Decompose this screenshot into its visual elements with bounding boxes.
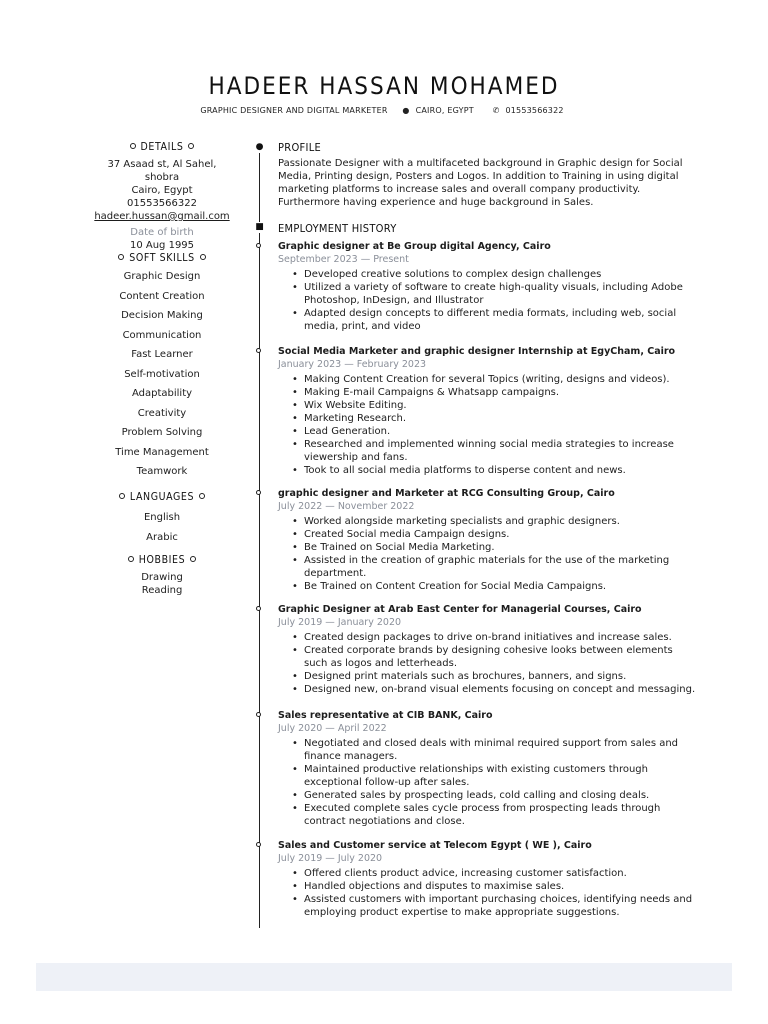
soft-skills-heading: SOFT SKILLS xyxy=(92,252,232,265)
job-date: July 2022 — November 2022 xyxy=(278,501,415,512)
job-bullet: • Offered clients product advice, increasing customer satisfaction. xyxy=(304,867,698,880)
job-bullet: • Marketing Research. xyxy=(304,412,698,425)
languages-heading: LANGUAGES xyxy=(92,491,232,504)
job-entry xyxy=(278,345,698,477)
timeline-dot xyxy=(256,712,261,717)
skill-item: Problem Solving xyxy=(121,427,203,438)
phone-icon: ✆ xyxy=(492,106,500,115)
job-bullet: • Adapted design concepts to different media formats, including web, social media, print, and video xyxy=(304,307,698,333)
location-text: CAIRO, EGYPT xyxy=(415,106,474,115)
timeline-dot xyxy=(256,842,261,847)
language-item: English xyxy=(143,512,181,523)
address-line2: Cairo, Egypt xyxy=(131,185,193,196)
timeline-line xyxy=(259,152,260,928)
job-bullet: • Handled objections and disputes to maximise sales. xyxy=(304,880,698,893)
job-bullet: • Developed creative solutions to complex design challenges xyxy=(304,268,698,281)
job-bullet: • Took to all social media platforms to disperse content and news. xyxy=(304,464,698,477)
job-bullet: • Worked alongside marketing specialists and graphic designers. xyxy=(304,515,698,528)
details-phone: 01553566322 xyxy=(127,198,197,209)
job-title: Sales and Customer service at Telecom Egypt ( WE ), Cairo xyxy=(278,840,592,851)
job-bullet: • Created Social media Campaign designs. xyxy=(304,528,698,541)
dob-value: 10 Aug 1995 xyxy=(129,240,195,251)
phone-text: 01553566322 xyxy=(505,106,564,115)
job-title: Social Media Marketer and graphic designer Internship at EgyCham, Cairo xyxy=(278,346,676,357)
job-bullet: • Assisted in the creation of graphic materials for the use of the marketing department. xyxy=(304,554,698,580)
skill-item: Communication xyxy=(122,329,202,341)
details-heading: DETAILS xyxy=(92,141,232,154)
skill-item: Adaptability xyxy=(131,388,193,399)
job-bullet: • Maintained productive relationships with existing customers through exceptional follow-up after sales. xyxy=(304,763,698,789)
job-date: January 2023 — February 2023 xyxy=(278,359,427,370)
job-bullet: • Designed new, on-brand visual elements focusing on concept and messaging. xyxy=(304,683,698,696)
job-bullet: • Generated sales by prospecting leads, cold calling and closing deals. xyxy=(304,789,698,802)
job-bullet: • Lead Generation. xyxy=(304,425,698,438)
profile-heading: PROFILE xyxy=(278,141,322,154)
profile-section xyxy=(278,141,698,209)
skill-item: Creativity xyxy=(137,407,187,419)
email-link[interactable]: hadeer.hussan@gmail.com xyxy=(94,211,230,222)
job-entry xyxy=(278,603,698,696)
job-entry xyxy=(278,839,698,919)
job-bullet: • Be Trained on Social Media Marketing. xyxy=(304,541,698,554)
profile-text: Passionate Designer with a multifaceted background in Graphic design for Social Media, Printing design, Posters and Logos. In addition to Training in using digital marketing platforms to increase sales and overall company productivity. Furthermore having experience and huge background in Sales. xyxy=(278,158,683,208)
role-title: GRAPHIC DESIGNER AND DIGITAL MARKETER xyxy=(200,106,388,115)
job-bullet: • Making E-mail Campaigns & Whatsapp campaigns. xyxy=(304,386,698,399)
job-bullet: • Executed complete sales cycle process from prospecting leads through contract negotiations and close. xyxy=(304,802,698,828)
skill-item: Time Management xyxy=(115,446,209,458)
timeline-dot xyxy=(256,243,261,248)
skill-item: Fast Learner xyxy=(131,349,193,360)
job-entry xyxy=(278,487,698,593)
header-subline xyxy=(0,106,768,115)
timeline-dot xyxy=(256,606,261,611)
details-section xyxy=(92,141,232,252)
job-title: graphic designer and Marketer at RCG Consulting Group, Cairo xyxy=(278,488,615,499)
job-entry xyxy=(278,240,698,333)
soft-skills-section xyxy=(92,252,232,482)
job-bullet: • Created design packages to drive on-brand initiatives and increase sales. xyxy=(304,631,698,644)
footer-band xyxy=(36,963,732,991)
job-date: July 2019 — July 2020 xyxy=(278,853,383,864)
hobbies-section xyxy=(92,554,232,597)
skill-item: Self-motivation xyxy=(124,368,200,380)
hobbies-heading: HOBBIES xyxy=(92,554,232,567)
job-title: Graphic Designer at Arab East Center for Managerial Courses, Cairo xyxy=(278,604,642,615)
employment-heading: EMPLOYMENT HISTORY xyxy=(278,222,397,235)
timeline-dot xyxy=(256,348,261,353)
job-bullet: • Be Trained on Content Creation for Social Media Campaigns. xyxy=(304,580,698,593)
job-date: July 2020 — April 2022 xyxy=(278,723,387,734)
resume-name: HADEER HASSAN MOHAMED xyxy=(208,72,560,100)
hobby-item: Drawing xyxy=(141,572,183,583)
person-icon: ● xyxy=(255,142,264,152)
job-date: July 2019 — January 2020 xyxy=(278,617,402,628)
hobby-item: Reading xyxy=(141,585,183,596)
address-line1: 37 Asaad st, Al Sahel, shobra xyxy=(107,159,217,183)
skill-item: Content Creation xyxy=(119,290,205,302)
languages-section xyxy=(92,491,232,547)
briefcase-icon: ■ xyxy=(255,222,264,232)
job-bullet: • Researched and implemented winning social media strategies to increase viewership and fans. xyxy=(304,438,698,464)
job-date: September 2023 — Present xyxy=(278,254,409,265)
skill-item: Graphic Design xyxy=(123,271,201,282)
location-pin-icon: ● xyxy=(402,106,410,115)
timeline-dot xyxy=(256,490,261,495)
skill-item: Teamwork xyxy=(136,466,188,477)
job-bullet: • Wix Website Editing. xyxy=(304,399,698,412)
job-bullet: • Utilized a variety of software to create high-quality visuals, including Adobe Photoshop, InDesign, and Illustrator xyxy=(304,281,698,307)
job-bullet: • Making Content Creation for several Topics (writing, designs and videos). xyxy=(304,373,698,386)
job-title: Sales representative at CIB BANK, Cairo xyxy=(278,710,493,721)
employment-heading-block xyxy=(278,222,698,235)
job-title: Graphic designer at Be Group digital Agency, Cairo xyxy=(278,241,551,252)
job-entry xyxy=(278,709,698,828)
language-item: Arabic xyxy=(146,531,178,543)
skill-item: Decision Making xyxy=(121,310,203,321)
job-bullet: • Designed print materials such as brochures, banners, and signs. xyxy=(304,670,698,683)
job-bullet: • Assisted customers with important purchasing choices, identifying needs and employing product expertise to make appropriate suggestions. xyxy=(304,893,698,919)
job-bullet: • Created corporate brands by designing cohesive looks between elements such as logos and letterheads. xyxy=(304,644,698,670)
job-bullet: • Negotiated and closed deals with minimal required support from sales and finance managers. xyxy=(304,737,698,763)
dob-label: Date of birth xyxy=(130,227,194,238)
